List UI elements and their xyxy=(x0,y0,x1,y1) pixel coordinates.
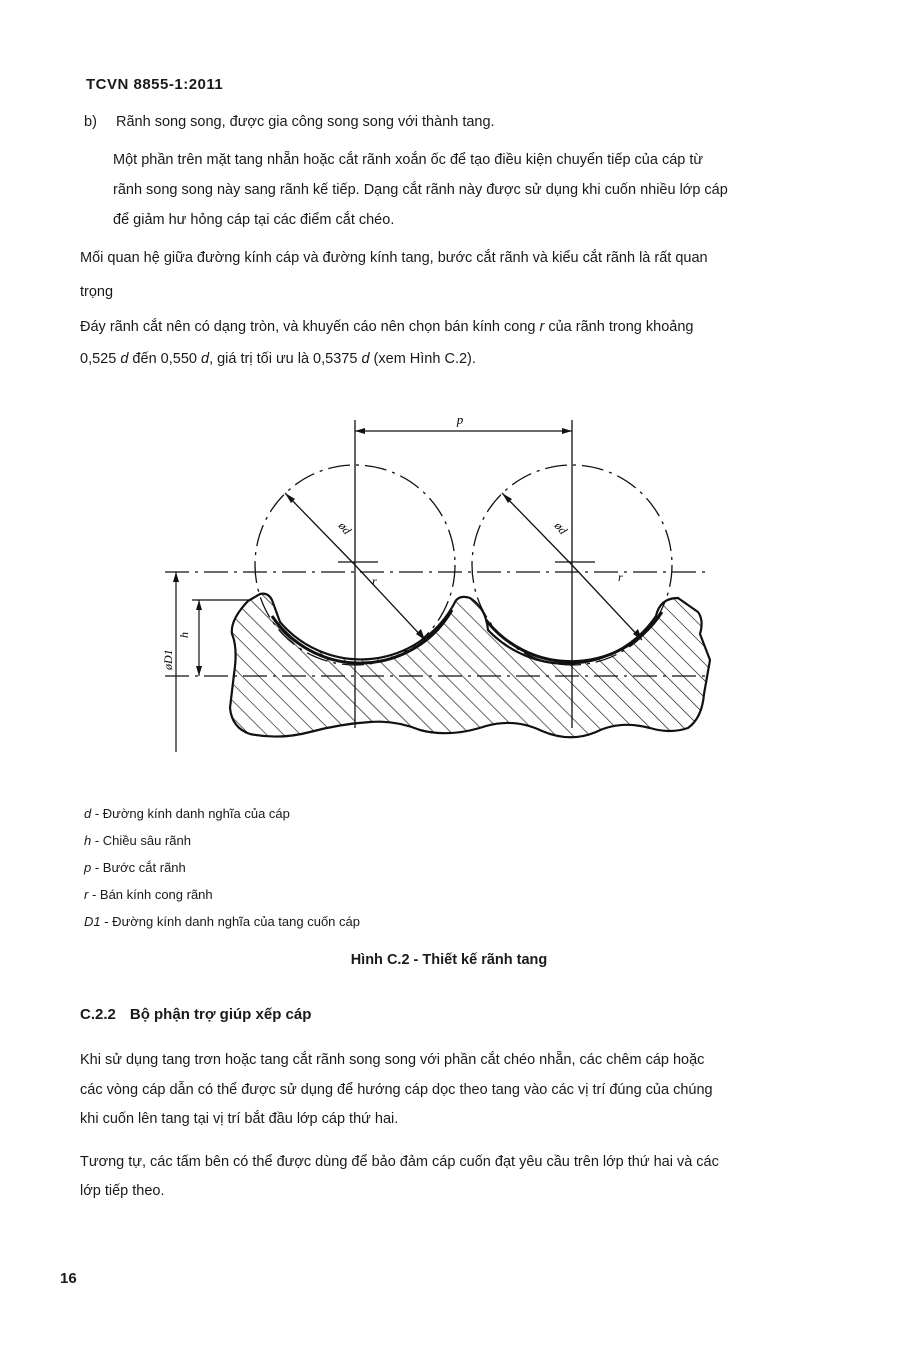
legend-text: - Chiều sâu rãnh xyxy=(91,833,191,848)
symbol-d: d xyxy=(120,351,129,367)
item-b-line-4: để giảm hư hỏng cáp tại các điểm cắt chéo. xyxy=(113,212,395,228)
figure-caption: Hình C.2 - Thiết kế rãnh tang xyxy=(350,952,548,968)
label-p: p xyxy=(456,412,464,427)
text-span: của rãnh trong khoảng xyxy=(544,319,694,335)
drum-groove-figure xyxy=(150,398,730,768)
legend-text: - Đường kính danh nghĩa của tang cuốn cáp xyxy=(100,914,360,929)
text-span: , giá trị tối ưu là 0,5375 xyxy=(209,351,362,367)
symbol-d: d xyxy=(361,351,370,367)
legend-item-h xyxy=(84,833,191,848)
section-number: C.2.2 xyxy=(80,1006,116,1023)
legend-symbol: r xyxy=(84,887,89,902)
legend-item-d xyxy=(84,806,290,821)
paragraph-2-line-2 xyxy=(80,351,476,367)
legend-symbol: p xyxy=(84,860,92,875)
arrowhead xyxy=(562,428,572,434)
legend-symbol: D1 xyxy=(84,914,101,929)
symbol-r: r xyxy=(539,319,545,335)
arrowhead xyxy=(196,600,202,610)
legend-symbol: h xyxy=(84,833,92,848)
arrowhead xyxy=(173,572,179,582)
label-diameter-right: ød xyxy=(551,518,571,538)
item-b-line-2: Một phần trên mặt tang nhẵn hoặc cắt rãnh xoắn ốc để tạo điều kiện chuyển tiếp của cáp từ xyxy=(113,152,704,168)
paragraph-1-line-2: trọng xyxy=(80,284,114,300)
text-span: Đáy rãnh cắt nên có dạng tròn, và khuyến cáo nên chọn bán kính cong xyxy=(80,319,540,335)
paragraph-3-line-2: các vòng cáp dẫn có thể được sử dụng để hướng cáp dọc theo tang vào các vị trí đúng của chúng xyxy=(80,1082,713,1098)
arrowhead xyxy=(416,629,425,640)
text-span: đến 0,550 xyxy=(128,351,201,367)
legend-text: - Bán kính cong rãnh xyxy=(88,887,213,902)
item-b-line-1: Rãnh song song, được gia công song song với thành tang. xyxy=(116,114,495,130)
label-radius-left: r xyxy=(372,574,377,588)
drum-section-hatched xyxy=(230,594,710,738)
legend-symbol: d xyxy=(84,806,92,821)
paragraph-4-line-1: Tương tự, các tấm bên có thể được dùng để bảo đảm cáp cuốn đạt yêu cầu trên lớp thứ hai và các xyxy=(80,1154,719,1170)
arrowhead xyxy=(355,428,365,434)
radius-line-right xyxy=(572,565,642,640)
label-diameter-left: ød xyxy=(335,518,355,538)
legend-item-D1 xyxy=(84,914,360,929)
page-number: 16 xyxy=(60,1270,77,1287)
document-header: TCVN 8855-1:2011 xyxy=(86,76,224,93)
legend-item-p xyxy=(84,860,186,875)
legend-text: - Bước cắt rãnh xyxy=(91,860,186,875)
paragraph-3-line-1: Khi sử dụng tang trơn hoặc tang cắt rãnh song song với phần cắt chéo nhẵn, các chêm cáp hoặc xyxy=(80,1052,705,1068)
text-span: 0,525 xyxy=(80,351,121,367)
item-b-label: b) xyxy=(84,114,97,130)
label-D1: øD1 xyxy=(161,649,175,670)
item-b-line-3: rãnh song song này sang rãnh kế tiếp. Dạng cắt rãnh này được sử dụng khi cuốn nhiều lớp cáp xyxy=(113,182,728,198)
paragraph-1-line-1: Mối quan hệ giữa đường kính cáp và đường kính tang, bước cắt rãnh và kiểu cắt rãnh là rất quan xyxy=(80,250,708,266)
radius-line-left xyxy=(355,565,425,640)
legend-item-r xyxy=(84,887,213,902)
label-radius-right: r xyxy=(618,570,623,584)
paragraph-3-line-3: khi cuốn lên tang tại vị trí bắt đầu lớp cáp thứ hai. xyxy=(80,1111,399,1127)
section-heading xyxy=(80,1006,311,1023)
legend-text: - Đường kính danh nghĩa của cáp xyxy=(91,806,290,821)
paragraph-4-line-2: lớp tiếp theo. xyxy=(80,1183,165,1199)
symbol-d: d xyxy=(200,351,210,367)
arrowhead xyxy=(196,666,202,676)
text-span: (xem Hình C.2). xyxy=(369,351,476,367)
section-title: Bộ phận trợ giúp xếp cáp xyxy=(129,1006,312,1023)
paragraph-2-line-1 xyxy=(80,319,693,335)
label-h: h xyxy=(177,632,191,638)
